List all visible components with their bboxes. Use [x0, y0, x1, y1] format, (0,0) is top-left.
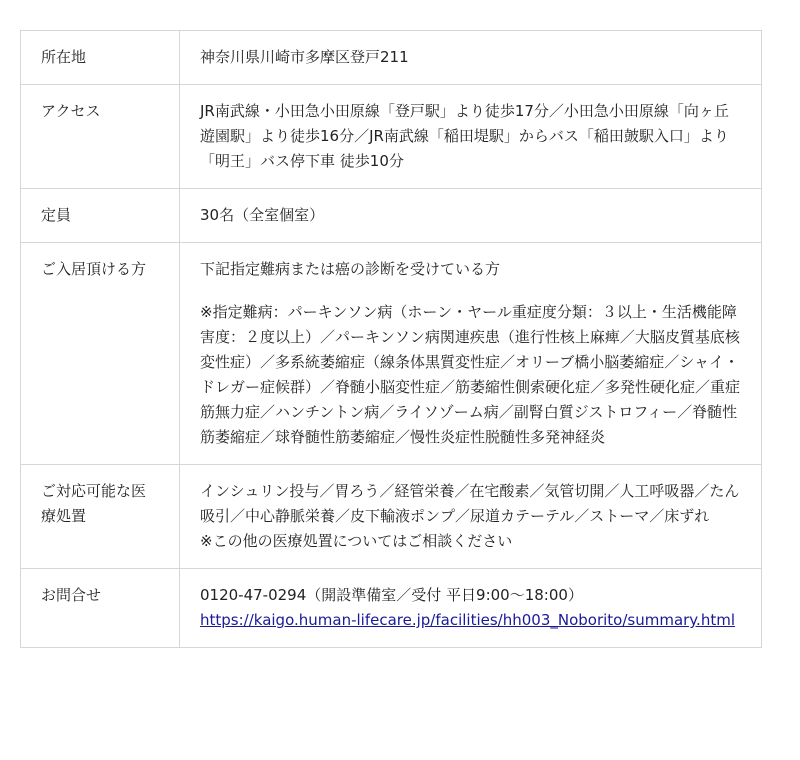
table-row-capacity [21, 189, 762, 243]
eligibility-disease-note: ※指定難病：パーキンソン病（ホーン・ヤール重症度分類：３以上・生活機能障害度：２度以上）／パーキンソン病関連疾患（進行性核上麻痺／大脳皮質基底核変性症）／多系統萎縮症（線条体黒質変性症／オリーブ橋小脳萎縮症／シャイ・ドレガー症候群）／脊髄小脳変性症／筋萎縮性側索硬化症／多発性硬化症／重症筋無力症／ハンチントン病／ライソゾーム病／副腎白質ジストロフィー／脊髄性筋萎縮症／球脊髄性筋萎縮症／慢性炎症性脱髄性多発神経炎 [200, 303, 741, 446]
table-row-access [21, 85, 762, 189]
table-row-medical-procedures [21, 465, 762, 569]
facility-summary-link[interactable]: https://kaigo.human-lifecare.jp/facilities/hh003_Noborito/summary.html [200, 611, 735, 629]
table-row-contact [21, 569, 762, 648]
row-label-eligibility: ご入居頂ける方 [21, 243, 180, 465]
paragraph-gap [200, 282, 741, 300]
eligibility-lead: 下記指定難病または癌の診断を受けている方 [200, 260, 501, 278]
row-label-access: アクセス [21, 85, 180, 189]
row-label-location: 所在地 [21, 31, 180, 85]
capacity-text: 30名（全室個室） [200, 206, 325, 224]
contact-phone: 0120-47-0294（開設準備室／受付 平日9:00〜18:00） [200, 586, 583, 604]
row-label-contact: お問合せ [21, 569, 180, 648]
eligibility-value [180, 243, 762, 465]
row-label-capacity: 定員 [21, 189, 180, 243]
location-value [180, 31, 762, 85]
table-row-eligibility [21, 243, 762, 465]
access-value [180, 85, 762, 189]
facility-info-table [20, 30, 762, 648]
contact-value [180, 569, 762, 648]
access-directions: JR南武線・小田急小田原線「登戸駅」より徒歩17分／小田急小田原線「向ヶ丘遊園駅」より徒歩16分／JR南武線「稲田堤駅」からバス「稲田皷駅入口」より「明王」バス停下車 徒歩10分 [200, 102, 729, 170]
procedures-note: ※この他の医療処置についてはご相談ください [200, 532, 513, 550]
row-label-medical-procedures: ご対応可能な医療処置 [21, 465, 180, 569]
table-row-location [21, 31, 762, 85]
capacity-value [180, 189, 762, 243]
procedures-list: インシュリン投与／胃ろう／経管栄養／在宅酸素／気管切開／人工呼吸器／たん吸引／中心静脈栄養／皮下輸液ポンプ／尿道カテーテル／ストーマ／床ずれ [200, 482, 740, 525]
medical-procedures-value [180, 465, 762, 569]
location-address: 神奈川県川崎市多摩区登戸211 [200, 48, 409, 66]
